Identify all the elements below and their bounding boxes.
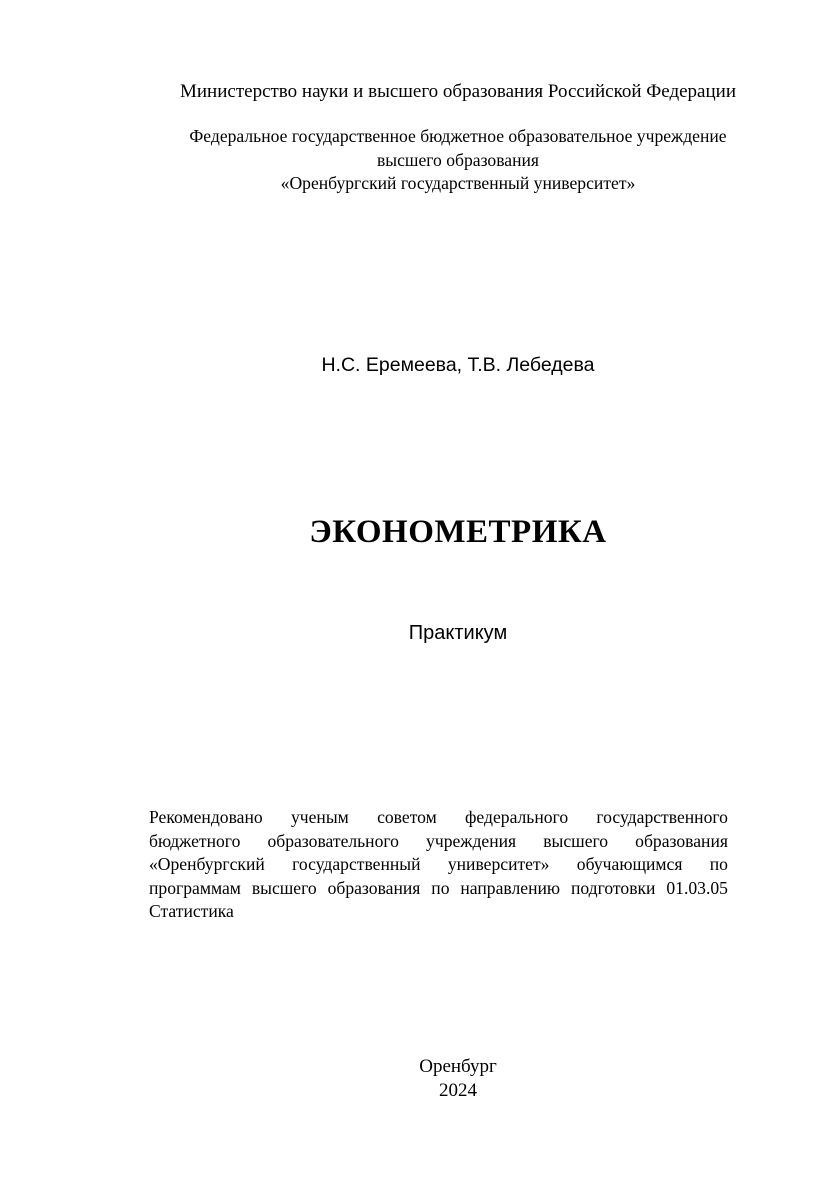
- recommendation-word: обучающимся: [576, 854, 683, 874]
- recommendation-word: учреждения: [426, 830, 517, 851]
- recommendation-word: федерального: [465, 807, 569, 827]
- recommendation-word: высшего: [251, 877, 317, 898]
- recommendation-line: [149, 877, 728, 901]
- recommendation-word: государственного: [596, 807, 728, 827]
- recommendation-word: «Оренбургский: [149, 854, 265, 874]
- recommendation-word: высшего: [543, 830, 609, 851]
- recommendation-word: Рекомендовано: [149, 807, 263, 827]
- recommendation-paragraph: [149, 806, 728, 924]
- recommendation-word: 01.03.05: [666, 877, 728, 898]
- recommendation-word: по: [709, 854, 728, 874]
- recommendation-word: по: [431, 877, 450, 898]
- authors: Н.С. Еремеева, Т.В. Лебедева: [321, 354, 595, 376]
- recommendation-word: направлению: [460, 877, 561, 898]
- institution-line-1: Федеральное государственное бюджетное образовательное учреждение: [189, 126, 727, 146]
- recommendation-word: Статистика: [149, 901, 234, 921]
- recommendation-line: [149, 830, 728, 854]
- institution-line-2: высшего образования: [376, 150, 540, 170]
- recommendation-word: образовательного: [267, 830, 399, 851]
- recommendation-word: программам: [149, 877, 241, 898]
- recommendation-word: университет»: [447, 854, 550, 874]
- book-title: ЭКОНОМЕТРИКА: [309, 514, 607, 550]
- institution-line-3: «Оренбургский государственный университет»: [280, 173, 636, 193]
- recommendation-line: [149, 900, 728, 924]
- recommendation-word: ученым: [290, 807, 349, 827]
- book-subtitle: Практикум: [408, 622, 508, 644]
- recommendation-word: образования: [635, 830, 728, 851]
- recommendation-line: [149, 806, 728, 830]
- recommendation-word: бюджетного: [149, 830, 241, 851]
- recommendation-word: образования: [327, 877, 421, 898]
- recommendation-word: подготовки: [570, 877, 656, 898]
- ministry-heading: Министерство науки и высшего образования Российской Федерации: [180, 81, 736, 102]
- publication-city: Оренбург: [419, 1056, 497, 1077]
- publication-year: 2024: [439, 1080, 477, 1101]
- recommendation-word: советом: [377, 807, 437, 827]
- recommendation-line: [149, 853, 728, 877]
- recommendation-word: государственный: [292, 854, 421, 874]
